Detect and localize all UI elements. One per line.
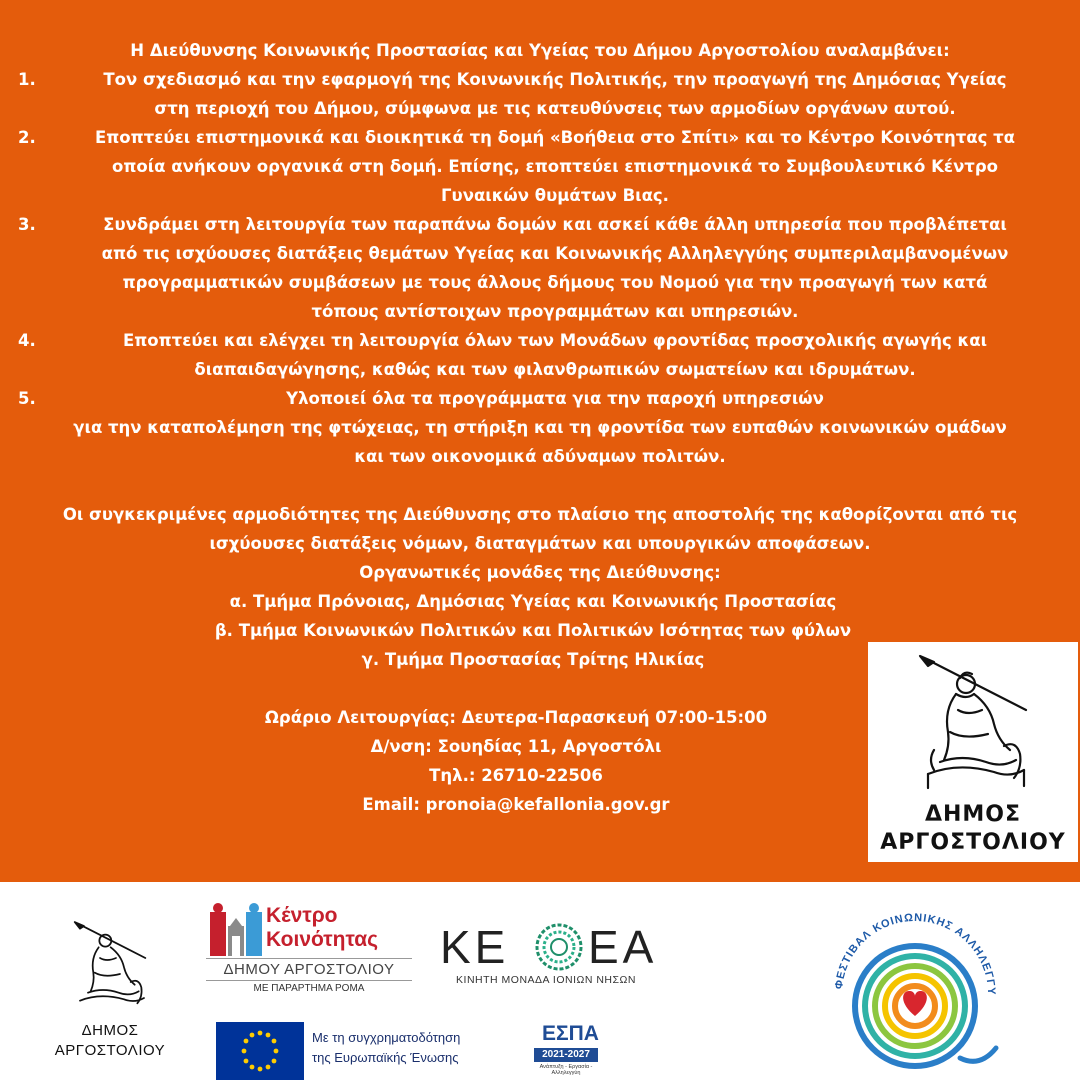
list-item bbox=[0, 210, 1080, 326]
eu-cofunding-text bbox=[312, 1028, 460, 1068]
item-line: Εποπτεύει επιστημονικά και διοικητικά τη δομή «Βοήθεια στο Σπίτι» και το Κέντρο Κοινότητας τα bbox=[94, 128, 1016, 147]
paragraph-line: ισχύουσες διατάξεις νόμων, διαταγμάτων και υπουργικών αποφάσεων. bbox=[209, 534, 871, 553]
espa-years: 2021-2027 bbox=[534, 1048, 598, 1062]
item-number: 5. bbox=[18, 389, 36, 408]
kentro-line3: ΔΗΜΟΥ ΑΡΓΟΣΤΟΛΙΟΥ bbox=[206, 958, 412, 978]
eu-flag bbox=[216, 1022, 304, 1080]
kentro-line2: Κοινότητας bbox=[266, 928, 379, 951]
item-line: Υλοποιεί όλα τα προγράμματα για την παροχή υπηρεσιών bbox=[286, 389, 824, 408]
list-item bbox=[0, 384, 1080, 471]
keoea-right: ΕΑ bbox=[588, 921, 658, 973]
small-logo-line1: ΔΗΜΟΣ bbox=[81, 1022, 139, 1039]
keoea-circle-icon bbox=[534, 922, 584, 972]
item-line: διαπαιδαγώγησης, καθώς και των φιλανθρωπικών σωματείων και ιδρυμάτων. bbox=[194, 360, 916, 379]
heading: Η Διεύθυνσης Κοινωνικής Προστασίας και Υγείας του Δήμου Αργοστολίου αναλαμβάνει: bbox=[130, 41, 950, 60]
festival-arc-text: ΦΕΣΤΙΒΑΛ ΚΟΙΝΩΝΙΚΗΣ ΑΛΛΗΛΕΓΓΥ bbox=[833, 911, 998, 996]
item-number: 4. bbox=[18, 331, 36, 350]
email-text: Email: pronoia@kefallonia.gov.gr bbox=[362, 795, 670, 814]
item-line: οποία ανήκουν οργανικά στη δομή. Επίσης, εποπτεύει επιστημονικά το Συμβουλευτικό Κέντρο bbox=[112, 157, 998, 176]
eu-text-line: Με τη συγχρηματοδότηση bbox=[312, 1030, 461, 1045]
item-line: Γυναικών θυμάτων Βιας. bbox=[441, 186, 669, 205]
item-line: προγραμματικών συμβάσεων με τους άλλους δήμους του Νομού για την προαγωγή των κατά bbox=[122, 273, 988, 292]
item-line: τόπους αντίστοιχων προγραμμάτων και υπηρεσιών. bbox=[311, 302, 799, 321]
community-people-icon bbox=[208, 902, 264, 958]
espa-title: ΕΣΠΑ bbox=[542, 1022, 599, 1045]
phone-text: Τηλ.: 26710-22506 bbox=[429, 766, 603, 785]
unit-item: α. Τμήμα Πρόνοιας, Δημόσιας Υγείας και Κοινωνικής Προστασίας bbox=[229, 592, 837, 611]
eu-text-line: της Ευρωπαϊκής Ένωσης bbox=[312, 1050, 459, 1065]
keoea-subtitle: ΚΙΝΗΤΗ ΜΟΝΑΔΑ ΙΟΝΙΩΝ ΝΗΣΩΝ bbox=[456, 974, 636, 986]
item-line: Τον σχεδιασμό και την εφαρμογή της Κοινωνικής Πολιτικής, την προαγωγή της Δημόσιας Υγείας bbox=[103, 70, 1007, 89]
municipality-logo bbox=[868, 642, 1078, 862]
units-title: Οργανωτικές μονάδες της Διεύθυνσης: bbox=[359, 563, 721, 582]
kentro-line4: ΜΕ ΠΑΡΑΡΤΗΜΑ ΡΟΜΑ bbox=[206, 980, 412, 994]
espa-tagline: Ανάπτυξη - Εργασία - Αλληλεγγύη bbox=[539, 1064, 593, 1076]
list-item bbox=[0, 65, 1080, 123]
item-line: από τις ισχύουσες διατάξεις θεμάτων Υγείας και Κοινωνικής Αλληλεγγύης συμπεριλαμβανομένων bbox=[101, 244, 1009, 263]
small-logo-line2: ΑΡΓΟΣΤΟΛΙΟΥ bbox=[54, 1042, 166, 1059]
item-line: και των οικονομικά αδύναμων πολιτών. bbox=[354, 447, 726, 466]
logo-line2: ΑΡΓΟΣΤΟΛΙΟΥ bbox=[880, 830, 1066, 855]
keoea-logo bbox=[440, 920, 658, 990]
item-number: 1. bbox=[18, 70, 36, 89]
hermes-statue-icon bbox=[898, 650, 1048, 800]
festival-logo bbox=[820, 898, 1010, 1078]
item-number: 3. bbox=[18, 215, 36, 234]
item-line: στη περιοχή του Δήμου, σύμφωνα με τις κατευθύνσεις των αρμοδίων οργάνων αυτού. bbox=[154, 99, 956, 118]
list-item bbox=[0, 123, 1080, 210]
keoea-left: ΚΕ bbox=[440, 921, 510, 973]
festival-spiral-icon bbox=[820, 898, 1010, 1078]
unit-item: β. Τμήμα Κοινωνικών Πολιτικών και Πολιτικών Ισότητας των φύλων bbox=[214, 621, 852, 640]
kentro-line1: Κέντρο bbox=[266, 904, 338, 927]
logo-line1: ΔΗΜΟΣ bbox=[924, 802, 1022, 827]
item-number: 2. bbox=[18, 128, 36, 147]
hermes-statue-small-icon bbox=[60, 918, 160, 1018]
unit-item: γ. Τμήμα Προστασίας Τρίτης Ηλικίας bbox=[361, 650, 705, 669]
list-item bbox=[0, 326, 1080, 384]
item-line: για την καταπολέμηση της φτώχειας, τη στήριξη και τη φροντίδα των ευπαθών κοινωνικών ομάδων bbox=[73, 418, 1007, 437]
item-line: Συνδράμει στη λειτουργία των παραπάνω δομών και ασκεί κάθε άλλη υπηρεσία που προβλέπεται bbox=[103, 215, 1007, 234]
eu-stars-icon bbox=[216, 1022, 304, 1080]
espa-logo bbox=[534, 1022, 598, 1078]
hours-text: Ωράριο Λειτουργίας: Δευτερα-Παρασκευή 07:00-15:00 bbox=[264, 708, 768, 727]
paragraph-line: Οι συγκεκριμένες αρμοδιότητες της Διεύθυνσης στο πλαίσιο της αποστολής της καθορίζονται από τις bbox=[62, 505, 1018, 524]
item-line: Εποπτεύει και ελέγχει τη λειτουργία όλων των Μονάδων φροντίδας προσχολικής αγωγής και bbox=[122, 331, 988, 350]
address-text: Δ/νση: Σουηδίας 11, Αργοστόλι bbox=[370, 737, 662, 756]
kentro-koinotitas-logo bbox=[206, 898, 412, 992]
